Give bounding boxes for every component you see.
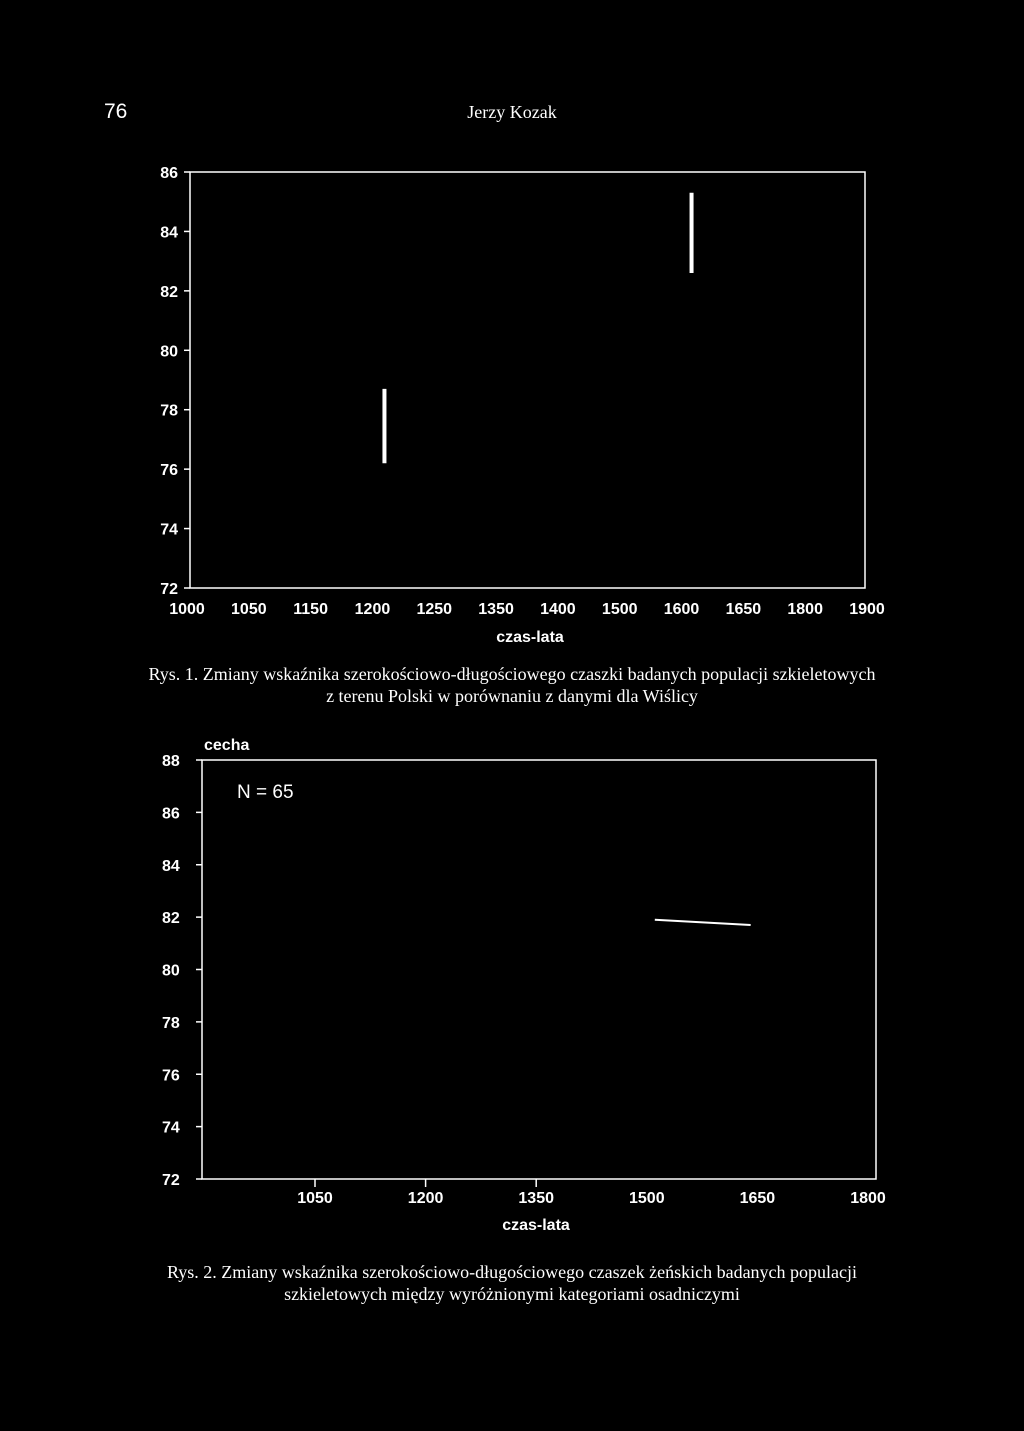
figure-1-x-tick-label: 1150: [293, 601, 328, 618]
figure-1-y-tick-label: 82: [160, 283, 178, 301]
figure-2-y-tick-label: 84: [162, 857, 180, 875]
figure-1-x-tick-label: 1350: [478, 601, 514, 618]
figure-1-x-tick-label: 1000: [169, 601, 205, 618]
figure-1-y-tick-label: 86: [160, 165, 178, 182]
figure-1-y-tick-label: 80: [160, 343, 178, 361]
running-head: Jerzy Kozak: [467, 102, 557, 122]
figure-1-x-tick-label: 1650: [725, 601, 762, 618]
figure-1-caption-line-1: Rys. 1. Zmiany wskaźnika szerokościowo-długościowego czaszki badanych populacji szkieletowych: [148, 664, 876, 684]
figure-2-y-tick-label: 76: [162, 1067, 180, 1085]
figure-2-caption-line-2: szkieletowych między wyróżnionymi kategoriami osadniczymi: [284, 1284, 740, 1304]
figure-2-x-tick-label: 1650: [739, 1190, 776, 1207]
figure-1-caption-line-2: z terenu Polski w porównaniu z danymi dla Wiślicy: [326, 686, 698, 706]
figure-1-x-tick-label: 1900: [849, 601, 885, 618]
figure-2-caption-line-1: Rys. 2. Zmiany wskaźnika szerokościowo-długościowego czaszek żeńskich badanych populacji: [166, 1262, 858, 1282]
figure-2-x-tick-label: 1500: [629, 1190, 665, 1207]
figure-2-series-line: [655, 920, 751, 925]
figure-2-y-tick-label: 72: [162, 1172, 180, 1189]
figure-2-y-tick-label: 82: [162, 910, 180, 928]
figure-1-chart: [0, 150, 1024, 650]
figure-1-y-tick-label: 74: [160, 521, 178, 539]
figure-2-y-tick-label: 78: [162, 1014, 180, 1032]
figure-2-x-tick-label: 1050: [297, 1190, 333, 1207]
figure-1-y-tick-label: 72: [160, 581, 178, 598]
figure-2-y-axis-label: cecha: [204, 737, 250, 754]
figure-1-x-tick-label: 1250: [416, 601, 453, 618]
figure-2-chart: [0, 725, 1024, 1240]
figure-1-y-tick-label: 84: [160, 224, 178, 242]
figure-1-x-tick-label: 1050: [231, 601, 267, 618]
figure-1-x-tick-label: 1800: [787, 601, 823, 618]
figure-1-x-tick-label: 1500: [601, 601, 638, 618]
figure-1-caption: [0, 663, 1024, 707]
figure-1-x-tick-label: 1200: [354, 601, 391, 618]
figure-2-y-tick-label: 80: [162, 962, 180, 980]
figure-1-y-tick-label: 76: [160, 462, 178, 480]
figure-2-y-tick-label: 74: [162, 1119, 180, 1137]
figure-2-x-tick-label: 1800: [850, 1190, 886, 1207]
page-number: 76: [104, 100, 128, 123]
figure-1-x-axis-label: czas-lata: [496, 629, 564, 646]
figure-2-annotation-n: N = 65: [237, 782, 294, 803]
figure-1-x-tick-label: 1400: [540, 601, 576, 618]
figure-1-y-tick-label: 78: [160, 402, 178, 420]
figure-2-x-tick-label: 1200: [407, 1190, 444, 1207]
figure-2-x-tick-label: 1350: [518, 1190, 554, 1207]
figure-2-plot-frame: [202, 760, 876, 1179]
figure-2-y-tick-label: 88: [162, 753, 180, 770]
figure-2-x-axis-label: czas-lata: [502, 1217, 570, 1234]
figure-1-x-tick-label: 1600: [663, 601, 700, 618]
figure-1-plot-frame: [190, 172, 865, 588]
figure-2-y-tick-label: 86: [162, 805, 180, 823]
figure-2-caption: [0, 1261, 1024, 1305]
